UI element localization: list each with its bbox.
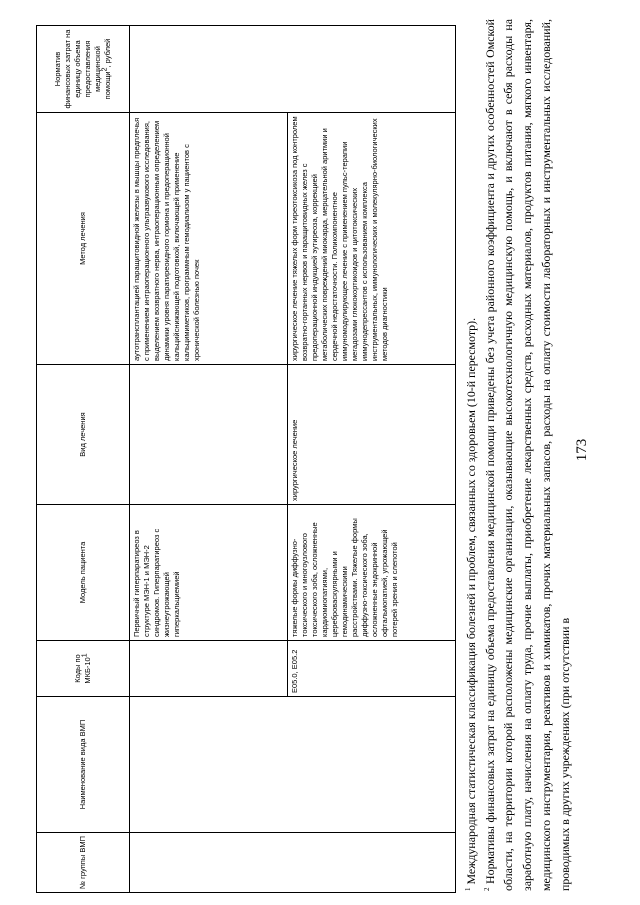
table-row [130,26,288,893]
header-patient-model: Модель пациента [37,505,130,641]
cell-method: хирургическое лечение тяжелых форм тиреотоксикоза под контролем возвратно-гортанных нервов и паращитовидных желез с предоперационной индукцией эутиреоза, коррекцией метаболических повреждений миокарда, мерцательной аритмии и сердечной недостаточности. Поликомпонентное иммуномодулирующее лечение с применением пульс-терапии мегадозами глюкокортикоидов и цитотоксических иммунодепрессантов с использованием комплекса инструментальных, иммунологических и молекулярно-биологических методов диагностики [288,113,456,365]
cell-treatment-type: хирургическое лечение [288,365,456,505]
footnote-text: Международная статистическая классификация болезней и проблем, связанных со здоровьем (10-й пересмотр). [464,317,478,888]
cell-codes: E05.0, E05.2 [288,641,456,697]
cell-treatment-type [130,365,288,505]
header-group-no: № группы ВМП [37,833,130,893]
header-normative-text: Норматив финансовых затрат на единицу объема предоставления медицинской помощи [53,29,112,109]
vmp-table [36,25,456,893]
footnote-marker: 1 [464,887,473,891]
header-treatment-type: Вид лечения [37,365,130,505]
cell-patient-model: тяжелые формы диффузно-токсического и многоузлового токсического зоба, осложненные кардиомиопатиями, цереброваскулярными и гемодинамическими расстройствами. Тяжелые формы диффузно-токсического зоба, осложненные эндокринной офтальмопатией, угрожающей потерей зрения и слепотой [288,505,456,641]
header-vmp-name: Наименование вида ВМП [37,697,130,833]
table-header-row [37,26,130,893]
footnote-ref-1: 1 [81,653,89,658]
footnotes [462,19,574,891]
header-method: Метод лечения [37,113,130,365]
cell-method: аутотрансплантацией паращитовидной железы в мышцы предплечья с применением интраоперационного ультразвукового исследования, выделением возвратного нерва, интраоперационным определением динамики уровня паратиреоидного гормона и предоперационной кальцийснижающей подготовкой, включающей применение кальцимиметиков, программным гемодиализом у пациентов с хронической болезнью почек [130,113,288,365]
header-codes-text: Коды по МКБ-10 [73,654,92,684]
cell-patient-model: Первичный гиперпаратиреоз в структуре МЭН-1 и МЭН-2 синдромов. Гиперпаратиреоз с жизнеугрожающей гиперкальциемией [130,505,288,641]
header-codes [37,641,130,697]
cell-normative [130,26,456,113]
cell-codes [130,641,288,697]
footnote-marker: 2 [482,887,491,891]
footnote-1 [462,19,481,891]
cell-vmp-name [130,697,456,833]
header-normative [37,26,130,113]
footnote-2 [481,19,575,891]
cell-group-no [130,833,456,893]
footnote-ref-2: 2 [101,67,109,72]
page-number: 173 [574,438,590,462]
footnote-text: Нормативы финансовых затрат на единицу объема предоставления медицинской помощи приведены без учета районного коэффициента и других особенностей Омской области, на территории которой расположены медицинские организации, оказывающие высокотехнологичную медицинскую помощь, и включают в себя расходы на заработную плату, начисления на оплату труда, прочие выплаты, приобретение лекарственных средств, расходных материалов, продуктов питания, мягкого инвентаря, медицинского инструментария, реактивов и химикатов, прочих материальных запасов, расходы на оплату стоимости лабораторных и инструментальных исследований, проводимых в других учреждениях (при отсутствии в [482,19,572,891]
header-normative-unit: , рублей [103,38,112,68]
